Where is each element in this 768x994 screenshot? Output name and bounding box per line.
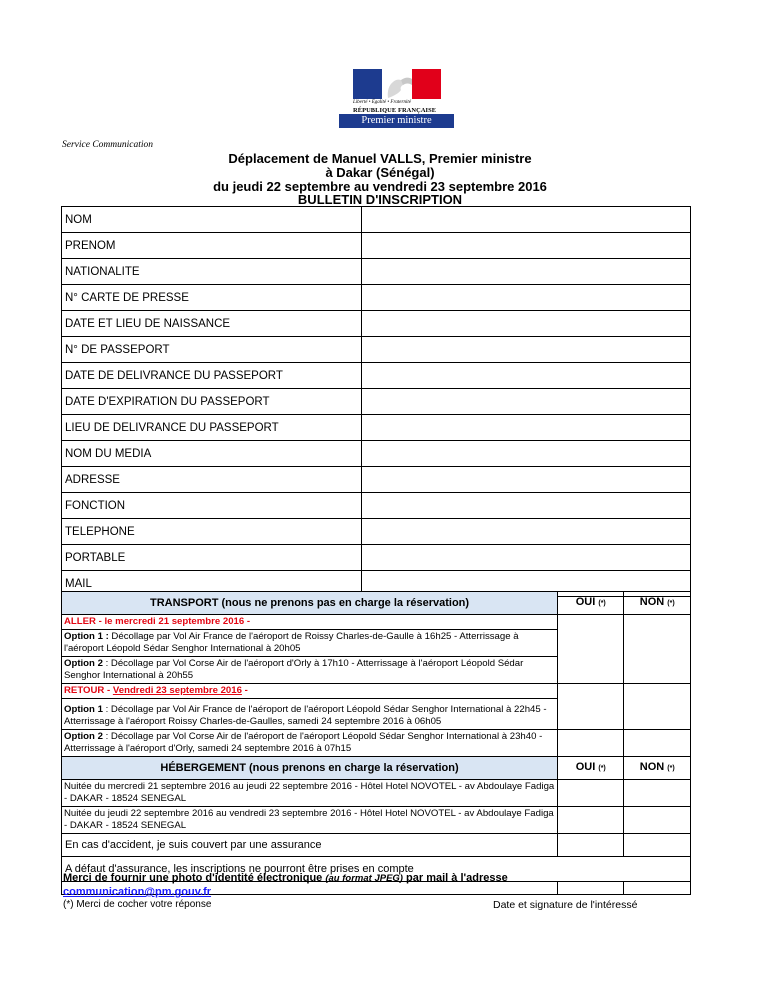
field-input[interactable] — [362, 311, 691, 337]
title-line-2: à Dakar (Sénégal) — [325, 165, 435, 180]
transport-non-header: NON (*) — [624, 592, 691, 615]
aller-non-checkbox[interactable] — [624, 615, 691, 684]
field-label: NOM DU MEDIA — [62, 441, 362, 467]
identity-form-table — [61, 206, 691, 597]
contact-email-link[interactable]: communication@pm.gouv.fr — [63, 886, 212, 898]
field-input[interactable] — [362, 441, 691, 467]
night-2-oui-checkbox[interactable] — [558, 807, 624, 834]
night-1-non-checkbox[interactable] — [624, 780, 691, 807]
field-label: N° DE PASSEPORT — [62, 337, 362, 363]
field-label: DATE ET LIEU DE NAISSANCE — [62, 311, 362, 337]
field-label: NATIONALITE — [62, 259, 362, 285]
field-label: FONCTION — [62, 493, 362, 519]
night-1-oui-checkbox[interactable] — [558, 780, 624, 807]
spacer-oui-cell — [558, 882, 624, 895]
form-row — [62, 311, 691, 337]
form-row — [62, 259, 691, 285]
aller-heading: ALLER - le mercredi 21 septembre 2016 - — [62, 615, 558, 630]
field-label: ADRESSE — [62, 467, 362, 493]
field-label: DATE DE DELIVRANCE DU PASSEPORT — [62, 363, 362, 389]
hebergement-header: HÉBERGEMENT (nous prenons en charge la réservation) — [62, 757, 558, 780]
field-input[interactable] — [362, 415, 691, 441]
form-row — [62, 285, 691, 311]
insurance-non-checkbox[interactable] — [624, 834, 691, 857]
field-input[interactable] — [362, 519, 691, 545]
retour-opt1-oui-checkbox[interactable] — [558, 684, 624, 730]
spacer-non-cell — [624, 882, 691, 895]
aller-oui-checkbox[interactable] — [558, 615, 624, 684]
field-input[interactable] — [362, 285, 691, 311]
flag-blue-band — [353, 69, 382, 99]
options-table — [61, 591, 691, 895]
form-row — [62, 519, 691, 545]
field-input[interactable] — [362, 389, 691, 415]
night-2-non-checkbox[interactable] — [624, 807, 691, 834]
field-label: PORTABLE — [62, 545, 362, 571]
field-input[interactable] — [362, 259, 691, 285]
logo-motto: Liberté • Égalité • Fraternité — [353, 100, 411, 105]
form-row — [62, 545, 691, 571]
transport-header: TRANSPORT (nous ne prenons pas en charge la réservation) — [62, 592, 558, 615]
field-input[interactable] — [362, 545, 691, 571]
form-row — [62, 207, 691, 233]
service-label: Service Communication — [62, 140, 154, 150]
field-label: DATE D'EXPIRATION DU PASSEPORT — [62, 389, 362, 415]
field-input[interactable] — [362, 337, 691, 363]
retour-opt2-oui-checkbox[interactable] — [558, 730, 624, 757]
field-input[interactable] — [362, 207, 691, 233]
field-label: LIEU DE DELIVRANCE DU PASSEPORT — [62, 415, 362, 441]
form-row — [62, 233, 691, 259]
field-label: PRENOM — [62, 233, 362, 259]
marianne-icon — [382, 71, 412, 99]
insurance-warning: A défaut d'assurance, les inscriptions ne pourront être prises en compte — [62, 857, 691, 882]
hebergement-non-header: NON (*) — [624, 757, 691, 780]
transport-oui-header: OUI (*) — [558, 592, 624, 615]
insurance-oui-checkbox[interactable] — [558, 834, 624, 857]
document-title: BULLETIN D'INSCRIPTION — [297, 192, 463, 207]
hebergement-oui-header: OUI (*) — [558, 757, 624, 780]
photo-request: Merci de fournir une photo d'identité électronique (au format JPEG) par mail à l'adresse — [63, 872, 508, 884]
form-row — [62, 493, 691, 519]
field-input[interactable] — [362, 493, 691, 519]
retour-option-1: Option 1 : Décollage par Vol Air France de l'aéroport de l'aéroport Léopold Sédar Senghor International à 22h45 - Atterrissage à l'aéroport Roissy Charles-de-Gaulles, samedi 24 septembre 2016 à 06h05 — [62, 699, 558, 730]
retour-heading: RETOUR - Vendredi 23 septembre 2016 - — [62, 684, 558, 699]
checkbox-note: (*) Merci de cocher votre réponse — [63, 899, 212, 910]
field-input[interactable] — [362, 467, 691, 493]
field-input[interactable] — [362, 363, 691, 389]
form-row — [62, 467, 691, 493]
retour-opt2-non-checkbox[interactable] — [624, 730, 691, 757]
field-label: N° CARTE DE PRESSE — [62, 285, 362, 311]
signature-label: Date et signature de l'intéressé — [493, 899, 638, 911]
retour-option-2: Option 2 : Décollage par Vol Corse Air de l'aéroport de l'aéroport Léopold Sédar Senghor International à 23h40 - Atterrissage à l'aéroport d'Orly, samedi 24 septembre 2016 à 07h15 — [62, 730, 558, 757]
aller-option-2: Option 2 : Décollage par Vol Corse Air de l'aéroport d'Orly à 17h10 - Atterrissage à l'aéroport Léopold Sédar Senghor International à 20h55 — [62, 657, 558, 684]
field-label: MAIL — [62, 571, 362, 597]
form-row — [62, 441, 691, 467]
aller-option-1: Option 1 : Décollage par Vol Air France de l'aéroport de Roissy Charles-de-Gaulle à 16h25 - Atterrissage à l'aéroport Léopold Sédar Senghor International à 20h05 — [62, 630, 558, 657]
premier-ministre-band: Premier ministre — [339, 114, 454, 128]
title-line-1: Déplacement de Manuel VALLS, Premier ministre — [228, 151, 532, 166]
form-row — [62, 415, 691, 441]
field-input[interactable] — [362, 233, 691, 259]
night-1: Nuitée du mercredi 21 septembre 2016 au jeudi 22 septembre 2016 - Hôtel Hotel NOVOTEL - av Abdoulaye Fadiga - DAKAR - 18524 SENEGAL — [62, 780, 558, 807]
form-row — [62, 337, 691, 363]
field-label: NOM — [62, 207, 362, 233]
logo-republic-name: RÉPUBLIQUE FRANÇAISE — [353, 107, 437, 114]
flag-red-band — [412, 69, 441, 99]
form-row — [62, 389, 691, 415]
field-label: TELEPHONE — [62, 519, 362, 545]
insurance-statement: En cas d'accident, je suis couvert par une assurance — [62, 834, 558, 857]
night-2: Nuitée du jeudi 22 septembre 2016 au vendredi 23 septembre 2016 - Hôtel Hotel NOVOTEL - av Abdoulaye Fadiga - DAKAR - 18524 SENEGAL — [62, 807, 558, 834]
form-row — [62, 363, 691, 389]
title-line-3: du jeudi 22 septembre au vendredi 23 septembre 2016 — [213, 179, 547, 194]
retour-opt1-non-checkbox[interactable] — [624, 684, 691, 730]
